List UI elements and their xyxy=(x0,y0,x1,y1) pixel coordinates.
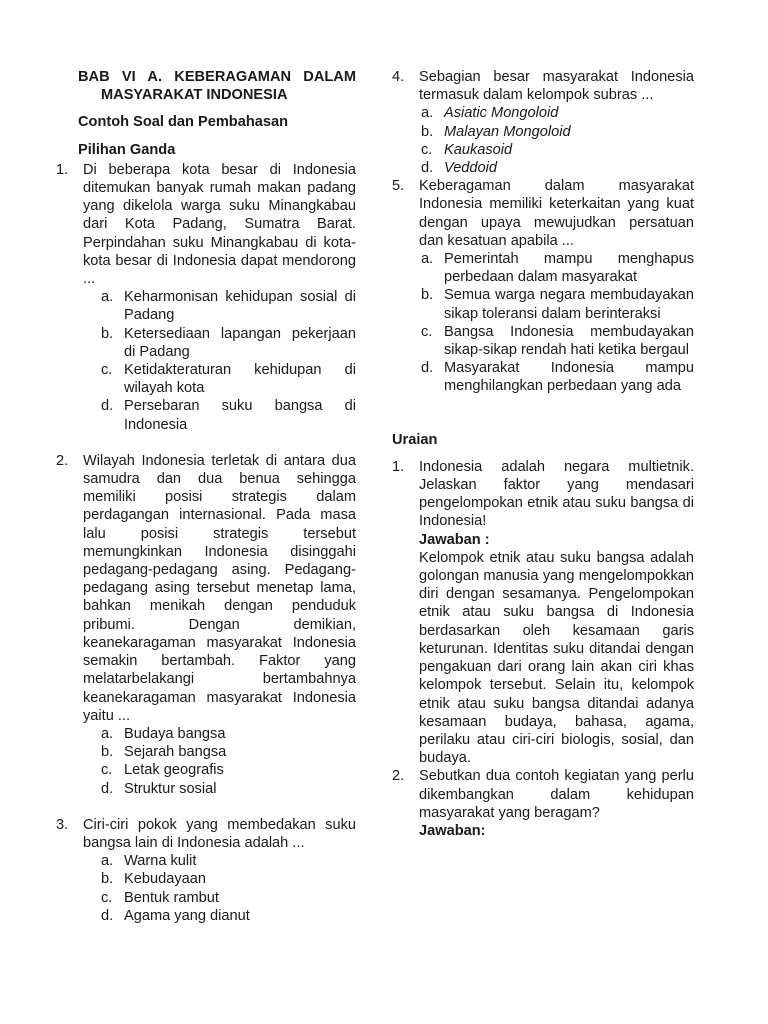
option-letter: c. xyxy=(101,889,113,906)
option-text: Pemerintah mampu menghapus perbedaan dalam masyarakat xyxy=(444,251,694,286)
option-text: Kaukasoid xyxy=(444,141,513,158)
option-text: Budaya bangsa xyxy=(124,725,226,742)
option-text: Masyarakat Indonesia mampu menghilangkan perbedaan yang ada xyxy=(444,360,694,395)
question-number: 2. xyxy=(56,452,69,469)
option-letter: b. xyxy=(101,744,114,761)
option-text: Ketersediaan lapangan pekerjaan di Padang xyxy=(124,325,356,360)
option-letter: a. xyxy=(421,251,434,268)
options-list xyxy=(56,288,356,434)
option-text: Warna kulit xyxy=(124,853,197,870)
option-letter: a. xyxy=(101,853,114,870)
question-text: Di beberapa kota besar di Indonesia ditemukan banyak rumah makan padang yang dikelola warga suku Minangkabau dari Kota Padang, Sumatra Barat. Perpindahan suku Minangkabau di kota-kota besar di Indonesia dapat mendorong ... xyxy=(83,161,356,288)
option-letter: a. xyxy=(421,105,434,122)
option-a xyxy=(56,725,356,743)
option-text: Bangsa Indonesia membudayakan sikap-sikap rendah hati ketika bergaul xyxy=(444,323,694,359)
answer-text: Kelompok etnik atau suku bangsa adalah golongan manusia yang mengelompokkan diri dengan sesamanya. Pengelompokan etnik atau suku bangsa di Indonesia berdasarkan oleh kesamaan garis keturunan. Identitas suku ditandai dengan pengakuan dari orang lain akan ciri khas kelompok tersebut. Selain itu, kelompok etnik atau suku bangsa ditandai adanya kesamaan budaya, bahasa, agama, perilaku atau ciri-ciri biologis, sosial, dan budaya. xyxy=(419,549,694,767)
option-a xyxy=(392,250,694,286)
option-text: Agama yang dianut xyxy=(124,907,250,924)
question-text: Sebagian besar masyarakat Indonesia termasuk dalam kelompok subras ... xyxy=(419,69,694,104)
section-heading-pilihan-ganda: Pilihan Ganda xyxy=(78,141,176,158)
option-d xyxy=(56,397,356,433)
question-3 xyxy=(56,816,356,852)
option-text: Semua warga negara membudayakan sikap toleransi dalam berinteraksi xyxy=(444,287,694,322)
question-text: Wilayah Indonesia terletak di antara dua samudra dan dua benua sehingga memiliki posisi strategis dalam perdagangan internasional. Pada masa lalu posisi strategis tersebut memungkinkan Indonesia disinggahi pedagang-pedagang asing. Pedagang-pedagang asing tersebut menetap lama, bahkan menikah dengan penduduk pribumi. Dengan demikian, keanekaragaman masyarakat Indonesia semakin bertambah. Faktor yang melatarbelakangi bertambahnya keanekaragaman masyarakat Indonesia yaitu ... xyxy=(83,452,356,724)
question-text: Sebutkan dua contoh kegiatan yang perlu dikembangkan dalam kehidupan masyarakat yang beragam? xyxy=(419,768,694,821)
option-text: Kebudayaan xyxy=(124,871,206,888)
answer-label: Jawaban : xyxy=(419,531,490,548)
question-4 xyxy=(392,68,694,104)
option-b xyxy=(392,286,694,322)
options-list xyxy=(56,725,356,798)
option-text: Bentuk rambut xyxy=(124,889,219,906)
option-a xyxy=(56,288,356,324)
option-letter: c. xyxy=(421,141,433,158)
option-c xyxy=(392,323,694,359)
question-number: 1. xyxy=(392,458,405,475)
question-number: 4. xyxy=(392,69,405,85)
question-number: 2. xyxy=(392,768,405,785)
option-letter: d. xyxy=(421,160,434,177)
question-number: 5. xyxy=(392,178,405,195)
option-text: Keharmonisan kehidupan sosial di Padang xyxy=(124,289,356,324)
option-letter: d. xyxy=(421,360,434,377)
options-list xyxy=(392,250,694,396)
option-text: Ketidakteraturan kehidupan di wilayah kota xyxy=(124,362,356,397)
option-letter: c. xyxy=(421,323,433,340)
option-letter: b. xyxy=(101,325,114,342)
question-5 xyxy=(392,177,694,250)
option-b xyxy=(56,743,356,761)
option-text: Letak geografis xyxy=(124,762,224,779)
subtitle: Contoh Soal dan Pembahasan xyxy=(78,114,289,131)
option-b xyxy=(56,325,356,361)
option-a xyxy=(392,104,694,122)
question-number: 1. xyxy=(56,161,69,178)
chapter-title: BAB VI A. KEBERAGAMAN DALAM xyxy=(78,69,356,85)
essay-question-2 xyxy=(392,767,694,840)
option-letter: d. xyxy=(101,907,114,924)
option-d xyxy=(56,907,356,925)
option-c xyxy=(392,141,694,159)
right-column xyxy=(392,68,694,840)
option-b xyxy=(56,870,356,888)
left-column xyxy=(56,68,356,925)
option-letter: b. xyxy=(421,287,434,304)
option-b xyxy=(392,123,694,141)
question-text: Ciri-ciri pokok yang membedakan suku bangsa lain di Indonesia adalah ... xyxy=(83,816,356,851)
option-letter: a. xyxy=(101,725,114,742)
option-letter: b. xyxy=(101,871,114,888)
option-c xyxy=(56,361,356,397)
options-list xyxy=(56,852,356,925)
option-text: Sejarah bangsa xyxy=(124,744,227,761)
essay-question-1 xyxy=(392,458,694,767)
options-list xyxy=(392,104,694,177)
option-d xyxy=(56,780,356,798)
question-text: Keberagaman dalam masyarakat Indonesia memiliki keterkaitan yang kuat dengan upaya mewujudkan persatuan dan kesatuan apabila ... xyxy=(419,178,694,249)
section-heading-uraian: Uraian xyxy=(392,431,438,448)
chapter-title-line2: MASYARAKAT INDONESIA xyxy=(101,87,288,104)
option-letter: c. xyxy=(101,762,113,779)
option-c xyxy=(56,761,356,779)
option-text: Persebaran suku bangsa di Indonesia xyxy=(124,398,356,433)
option-letter: a. xyxy=(101,289,114,306)
option-letter: b. xyxy=(421,123,434,140)
option-text: Struktur sosial xyxy=(124,780,217,797)
question-text: Indonesia adalah negara multietnik. Jelaskan faktor yang mendasari pengelompokan etnik atau suku bangsa di Indonesia! xyxy=(419,458,694,530)
question-number: 3. xyxy=(56,816,69,833)
question-2 xyxy=(56,452,356,725)
option-text: Asiatic Mongoloid xyxy=(444,105,559,122)
option-text: Veddoid xyxy=(444,160,498,177)
option-a xyxy=(56,852,356,870)
option-d xyxy=(392,159,694,177)
question-1 xyxy=(56,161,356,288)
option-letter: c. xyxy=(101,362,113,379)
option-letter: d. xyxy=(101,398,114,415)
answer-label: Jawaban: xyxy=(419,822,486,839)
option-c xyxy=(56,889,356,907)
option-letter: d. xyxy=(101,780,114,797)
option-d xyxy=(392,359,694,395)
option-text: Malayan Mongoloid xyxy=(444,123,571,140)
